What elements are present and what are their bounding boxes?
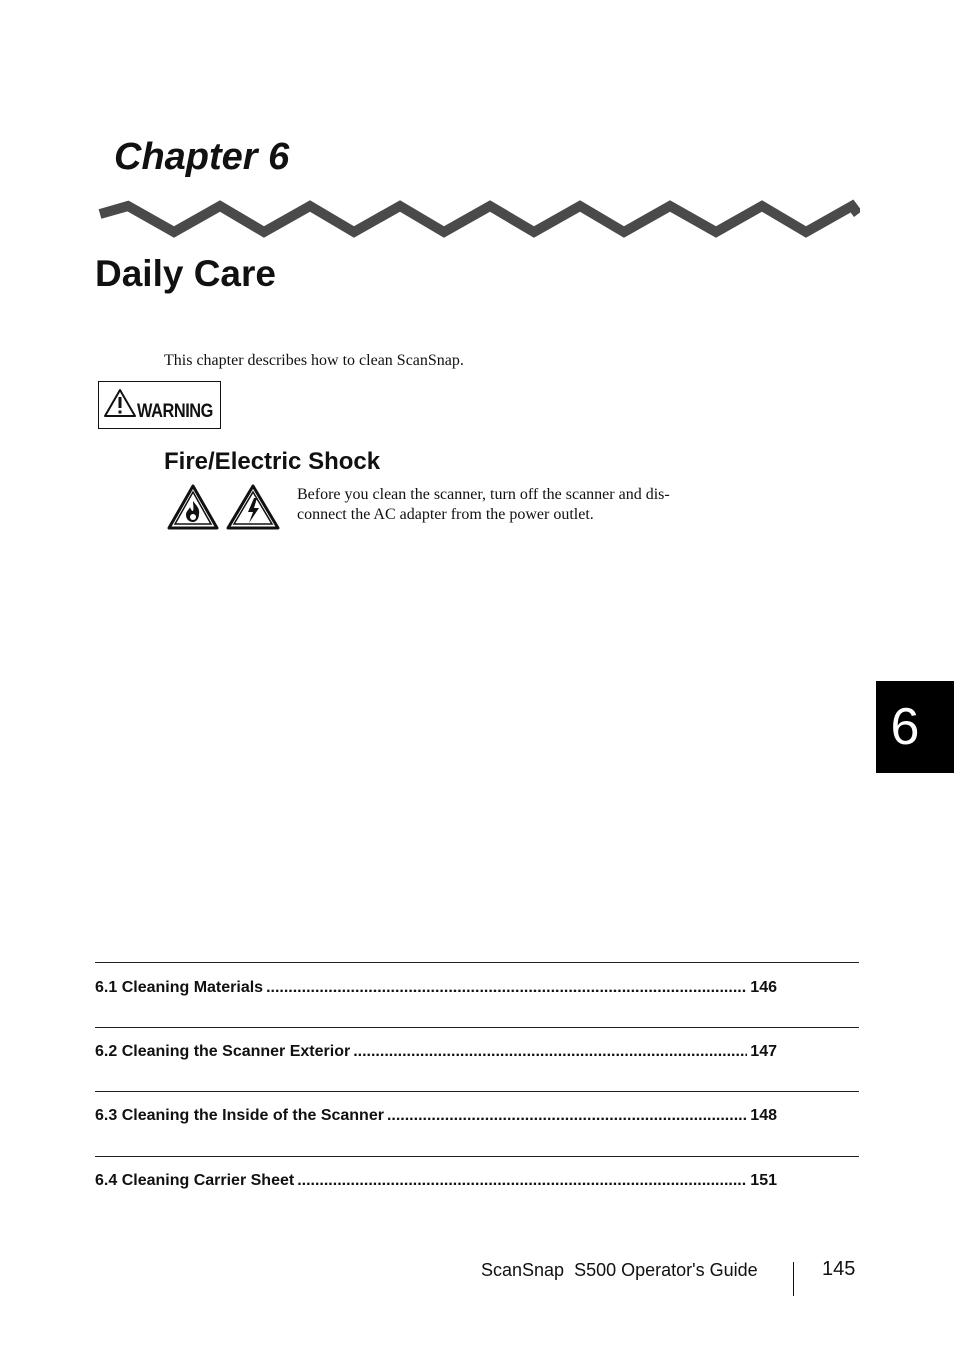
toc-entry-title: 6.3 Cleaning the Inside of the Scanner	[95, 1107, 384, 1124]
toc-leader-dots	[297, 1172, 747, 1190]
electric-shock-icon	[225, 483, 281, 531]
chapter-tab	[876, 681, 954, 773]
toc-entry-title: 6.1 Cleaning Materials	[95, 979, 264, 996]
warning-box	[98, 381, 221, 429]
warning-triangle-icon	[103, 388, 137, 418]
toc-leader-dots	[353, 1043, 747, 1061]
toc-entry[interactable]	[95, 1172, 777, 1190]
toc-divider	[95, 962, 859, 963]
fire-hazard-icon	[166, 483, 220, 531]
toc-entry[interactable]	[95, 1107, 777, 1125]
chapter-tab-number: 6	[890, 698, 920, 756]
footer-page-number: 145	[822, 1258, 856, 1280]
toc-leader-dots	[387, 1107, 747, 1125]
toc-divider	[95, 1156, 859, 1157]
chapter-title: Daily Care	[95, 253, 276, 294]
toc-divider	[95, 1027, 859, 1028]
warning-label: WARNING	[137, 401, 213, 422]
toc-divider	[95, 1091, 859, 1092]
hazard-description-line-2: connect the AC adapter from the power outlet.	[297, 506, 594, 523]
chapter-label: Chapter 6	[114, 136, 290, 178]
toc-leader-dots	[266, 979, 747, 997]
toc-entry-page: 146	[750, 979, 777, 996]
toc-entry-page: 148	[750, 1107, 777, 1124]
footer-divider	[793, 1262, 794, 1296]
toc-entry-page: 147	[750, 1043, 777, 1060]
toc-entry-title: 6.4 Cleaning Carrier Sheet	[95, 1172, 295, 1189]
toc-entry[interactable]	[95, 1043, 777, 1061]
hazard-heading: Fire/Electric Shock	[164, 448, 381, 475]
footer-guide-title: ScanSnap S500 Operator's Guide	[481, 1260, 758, 1280]
toc-entry-page: 151	[750, 1172, 777, 1189]
intro-text: This chapter describes how to clean ScanSnap.	[164, 352, 464, 369]
decorative-zigzag	[96, 196, 860, 242]
hazard-description	[297, 485, 727, 525]
toc-entry[interactable]	[95, 979, 777, 997]
toc-entry-title: 6.2 Cleaning the Scanner Exterior	[95, 1043, 351, 1060]
hazard-description-line-1: Before you clean the scanner, turn off the scanner and dis-	[297, 486, 670, 503]
